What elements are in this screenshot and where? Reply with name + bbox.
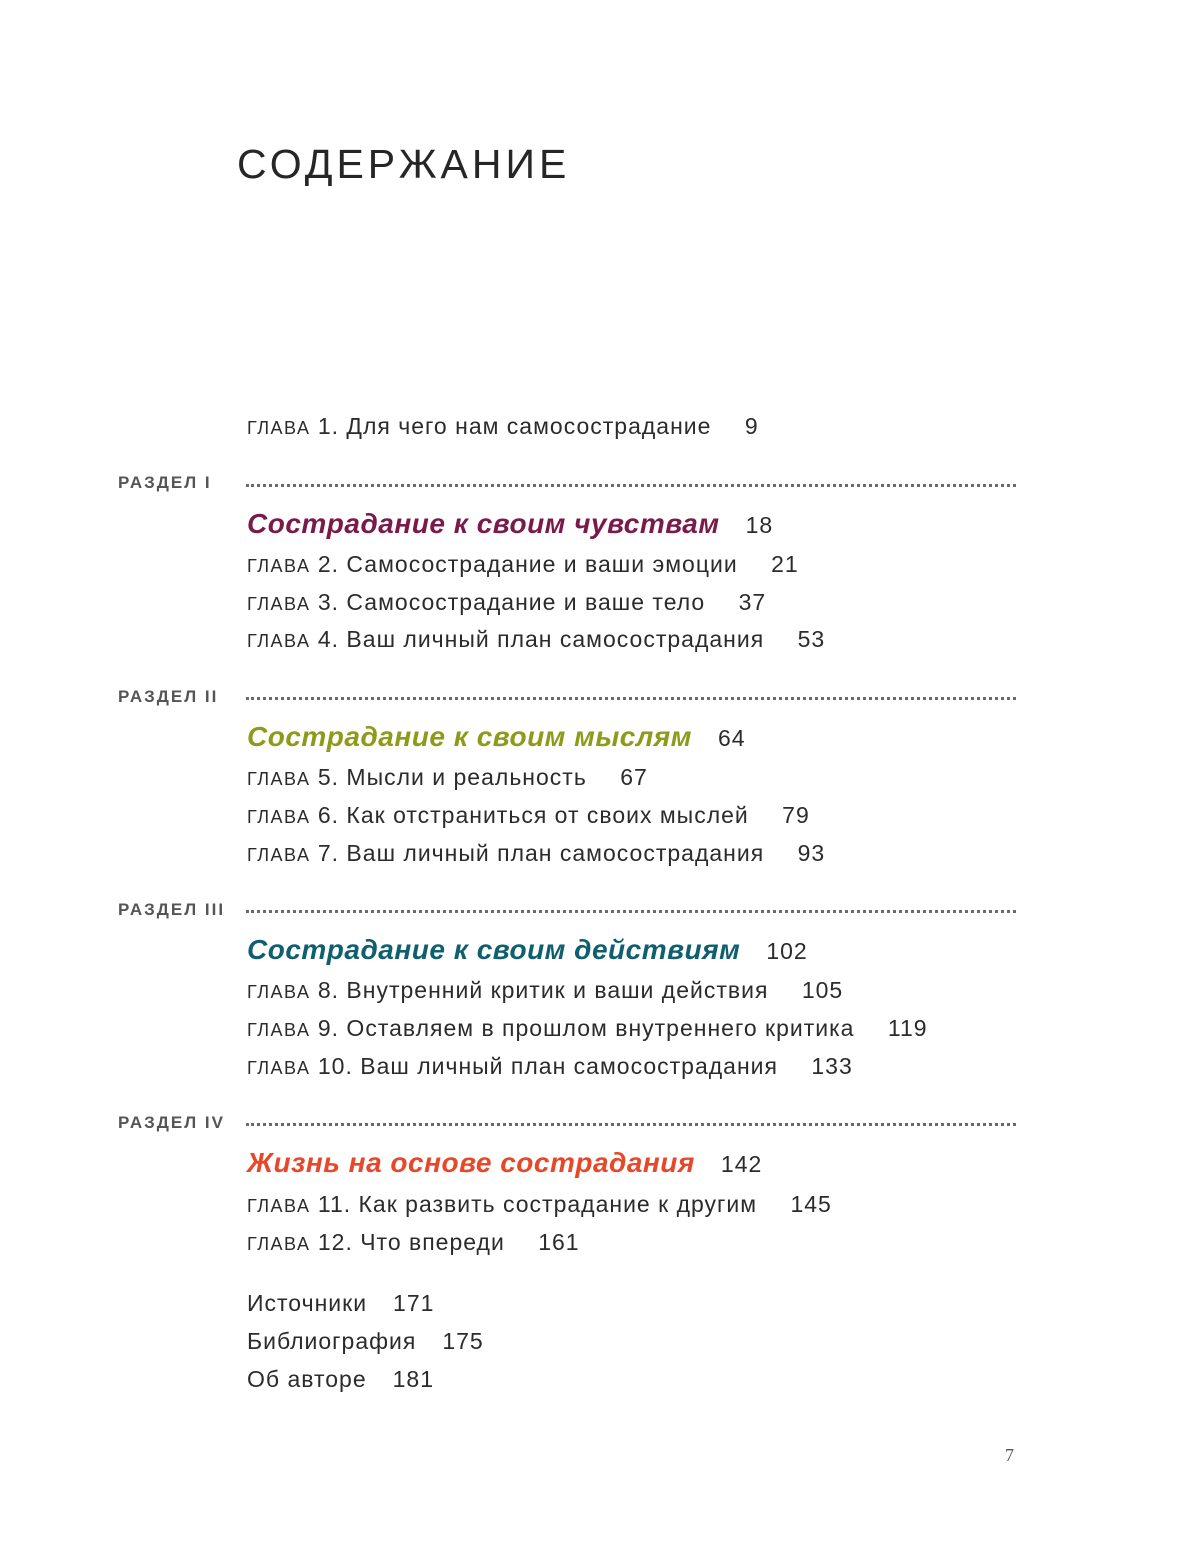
chapter-prefix: ГЛАВА (247, 1020, 311, 1040)
section-label-1: РАЗДЕЛ I (118, 473, 212, 492)
toc-entry-chapter-8[interactable] (247, 975, 843, 1007)
chapter-label: 10. Ваш личный план самосострадания (317, 1053, 778, 1079)
chapter-page: 21 (771, 551, 799, 577)
page-title: СОДЕРЖАНИЕ (237, 141, 571, 187)
chapter-page: 133 (811, 1053, 853, 1079)
chapter-page: 145 (790, 1191, 832, 1217)
toc-entry-bibliography[interactable] (247, 1326, 484, 1356)
section-title-3[interactable] (247, 932, 808, 969)
toc-entry-sources[interactable] (247, 1288, 434, 1318)
backmatter-label: Источники (247, 1290, 368, 1316)
backmatter-page: 181 (392, 1366, 434, 1392)
backmatter-page: 175 (442, 1328, 484, 1354)
chapter-label: 8. Внутренний критик и ваши действия (317, 977, 769, 1003)
chapter-label: 5. Мысли и реальность (317, 764, 587, 790)
chapter-page: 105 (801, 977, 844, 1003)
chapter-prefix: ГЛАВА (247, 1058, 311, 1078)
section-title-4[interactable] (247, 1145, 762, 1182)
chapter-prefix: ГЛАВА (247, 1196, 311, 1216)
section-title-text: Сострадание к своим чувствам (247, 508, 720, 539)
chapter-page: 67 (620, 764, 648, 790)
chapter-label: 6. Как отстраниться от своих мыслей (317, 802, 749, 828)
toc-entry-chapter-3[interactable] (247, 587, 766, 619)
section-page: 102 (766, 938, 808, 964)
toc-entry-chapter-9[interactable] (247, 1013, 928, 1045)
section-title-text: Сострадание к своим мыслям (247, 721, 692, 752)
toc-entry-chapter-10[interactable] (247, 1051, 853, 1083)
section-title-2[interactable] (247, 719, 746, 756)
chapter-page: 37 (738, 589, 767, 615)
chapter-label: 2. Самосострадание и ваши эмоции (317, 551, 738, 577)
section-page: 64 (718, 725, 746, 751)
toc-entry-chapter-6[interactable] (247, 800, 810, 832)
chapter-label: 12. Что впереди (317, 1229, 505, 1255)
section-divider (246, 910, 1016, 913)
page-number: 7 (1005, 1445, 1014, 1465)
chapter-prefix: ГЛАВА (247, 1234, 311, 1254)
chapter-page: 119 (887, 1015, 928, 1041)
section-title-text: Жизнь на основе сострадания (247, 1147, 695, 1178)
chapter-page: 79 (782, 802, 810, 828)
toc-entry-chapter-4[interactable] (247, 624, 825, 656)
toc-entry-chapter-12[interactable] (247, 1227, 580, 1259)
section-divider (246, 1123, 1016, 1126)
chapter-label: 7. Ваш личный план самосострадания (317, 840, 765, 866)
section-label-2: РАЗДЕЛ II (118, 687, 219, 706)
backmatter-page: 171 (393, 1290, 435, 1316)
toc-entry-about-author[interactable] (247, 1364, 434, 1394)
section-title-1[interactable] (247, 506, 773, 543)
chapter-prefix: ГЛАВА (247, 631, 311, 651)
section-page: 142 (720, 1151, 763, 1177)
backmatter-label: Библиография (247, 1328, 417, 1354)
chapter-label: 1. Для чего нам самосострадание (317, 413, 712, 439)
section-title-text: Сострадание к своим действиям (247, 934, 741, 965)
chapter-label: 3. Самосострадание и ваше тело (317, 589, 706, 615)
backmatter-label: Об авторе (247, 1366, 367, 1392)
section-divider (246, 697, 1016, 700)
chapter-prefix: ГЛАВА (247, 982, 311, 1002)
chapter-prefix: ГЛАВА (247, 845, 311, 865)
chapter-prefix: ГЛАВА (247, 807, 311, 827)
chapter-label: 4. Ваш личный план самосострадания (317, 626, 765, 652)
chapter-page: 93 (797, 840, 826, 866)
toc-entry-chapter-2[interactable] (247, 549, 799, 581)
chapter-prefix: ГЛАВА (247, 769, 311, 789)
chapter-prefix: ГЛАВА (247, 556, 311, 576)
chapter-prefix: ГЛАВА (247, 594, 311, 614)
toc-entry-chapter-11[interactable] (247, 1189, 832, 1221)
section-label-3: РАЗДЕЛ III (118, 900, 226, 919)
section-page: 18 (745, 512, 774, 538)
chapter-prefix: ГЛАВА (247, 418, 311, 438)
section-label-4: РАЗДЕЛ IV (118, 1113, 225, 1132)
chapter-page: 9 (744, 413, 759, 439)
chapter-page: 161 (538, 1229, 580, 1255)
toc-entry-chapter-7[interactable] (247, 838, 825, 870)
toc-entry-chapter-5[interactable] (247, 762, 648, 794)
chapter-page: 53 (797, 626, 826, 652)
chapter-label: 9. Оставляем в прошлом внутреннего критика (317, 1015, 855, 1041)
chapter-label: 11. Как развить сострадание к другим (317, 1191, 758, 1217)
section-divider (246, 484, 1016, 487)
toc-entry-chapter-1[interactable] (247, 411, 759, 443)
